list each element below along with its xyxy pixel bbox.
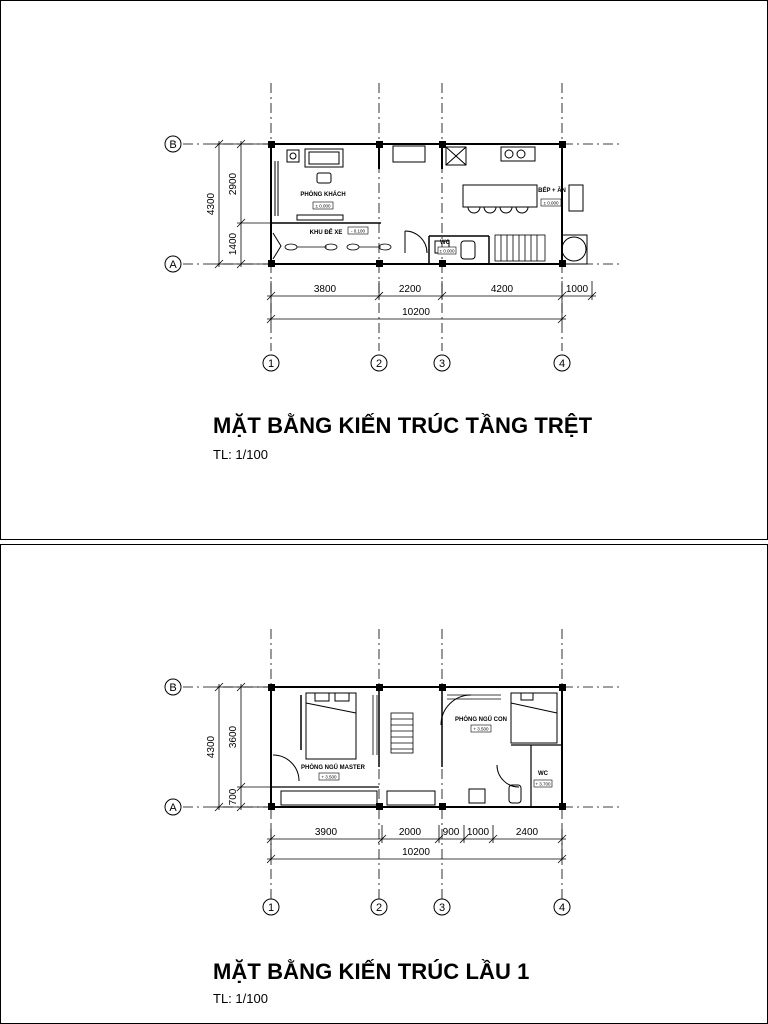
room-label: PHÒNG KHÁCH	[300, 192, 346, 198]
grid-col-label: 3	[438, 902, 446, 914]
dim-width: 2400	[515, 827, 539, 838]
grid-col-label: 4	[558, 902, 566, 914]
room-label: WC	[538, 771, 548, 777]
dim-height: 3600	[228, 725, 239, 749]
room-level: ± 0.000	[439, 248, 455, 254]
dim-width: 2200	[398, 284, 422, 295]
plan-scale: TL: 1/100	[213, 447, 268, 462]
dim-width: 1000	[466, 827, 490, 838]
dim-total-width: 10200	[402, 847, 430, 858]
plan-title: MẶT BẰNG KIẾN TRÚC TẦNG TRỆT	[213, 413, 593, 438]
dim-total-height: 4300	[206, 735, 217, 759]
grid-row-label: A	[169, 802, 177, 814]
dim-width: 2000	[398, 827, 422, 838]
room-label: KHU ĐỂ XE	[309, 230, 343, 236]
dim-height: 2900	[228, 172, 239, 196]
grid-col-label: 2	[375, 902, 383, 914]
room-level: ± 0.000	[543, 200, 559, 206]
grid-row-label: B	[169, 139, 177, 151]
first-floor-plan-drawing	[1, 545, 767, 1023]
dim-total-width: 10200	[402, 307, 430, 318]
dim-width: 4200	[490, 284, 514, 295]
grid-col-label: 4	[558, 358, 566, 370]
room-label: PHÒNG NGỦ MASTER	[300, 765, 366, 771]
grid-col-label: 1	[267, 358, 275, 370]
room-level: - 0.100	[350, 228, 366, 234]
dim-height: 1400	[228, 232, 239, 256]
dim-width: 3800	[313, 284, 337, 295]
plan-scale: TL: 1/100	[213, 991, 268, 1006]
room-level: ± 0.000	[315, 203, 331, 209]
grid-col-label: 1	[267, 902, 275, 914]
room-level: + 3.700	[535, 781, 551, 787]
room-label: PHÒNG NGỦ CON	[454, 717, 508, 723]
dim-width: 900	[442, 827, 460, 838]
grid-col-label: 3	[438, 358, 446, 370]
room-level: + 3.500	[473, 726, 489, 732]
room-label: WC	[440, 240, 450, 246]
ground-floor-plan-drawing	[1, 1, 767, 539]
first-floor-sheet	[0, 544, 768, 1024]
dim-height: 700	[228, 788, 239, 806]
dim-total-height: 4300	[206, 192, 217, 216]
dim-width: 1000	[565, 284, 589, 295]
grid-row-label: B	[169, 682, 177, 694]
dim-width: 3900	[314, 827, 338, 838]
room-level: + 3.500	[321, 774, 337, 780]
plan-title: MẶT BẰNG KIẾN TRÚC LẦU 1	[213, 959, 530, 984]
room-label: BẾP + ĂN	[538, 188, 566, 194]
grid-row-label: A	[169, 259, 177, 271]
grid-col-label: 2	[375, 358, 383, 370]
